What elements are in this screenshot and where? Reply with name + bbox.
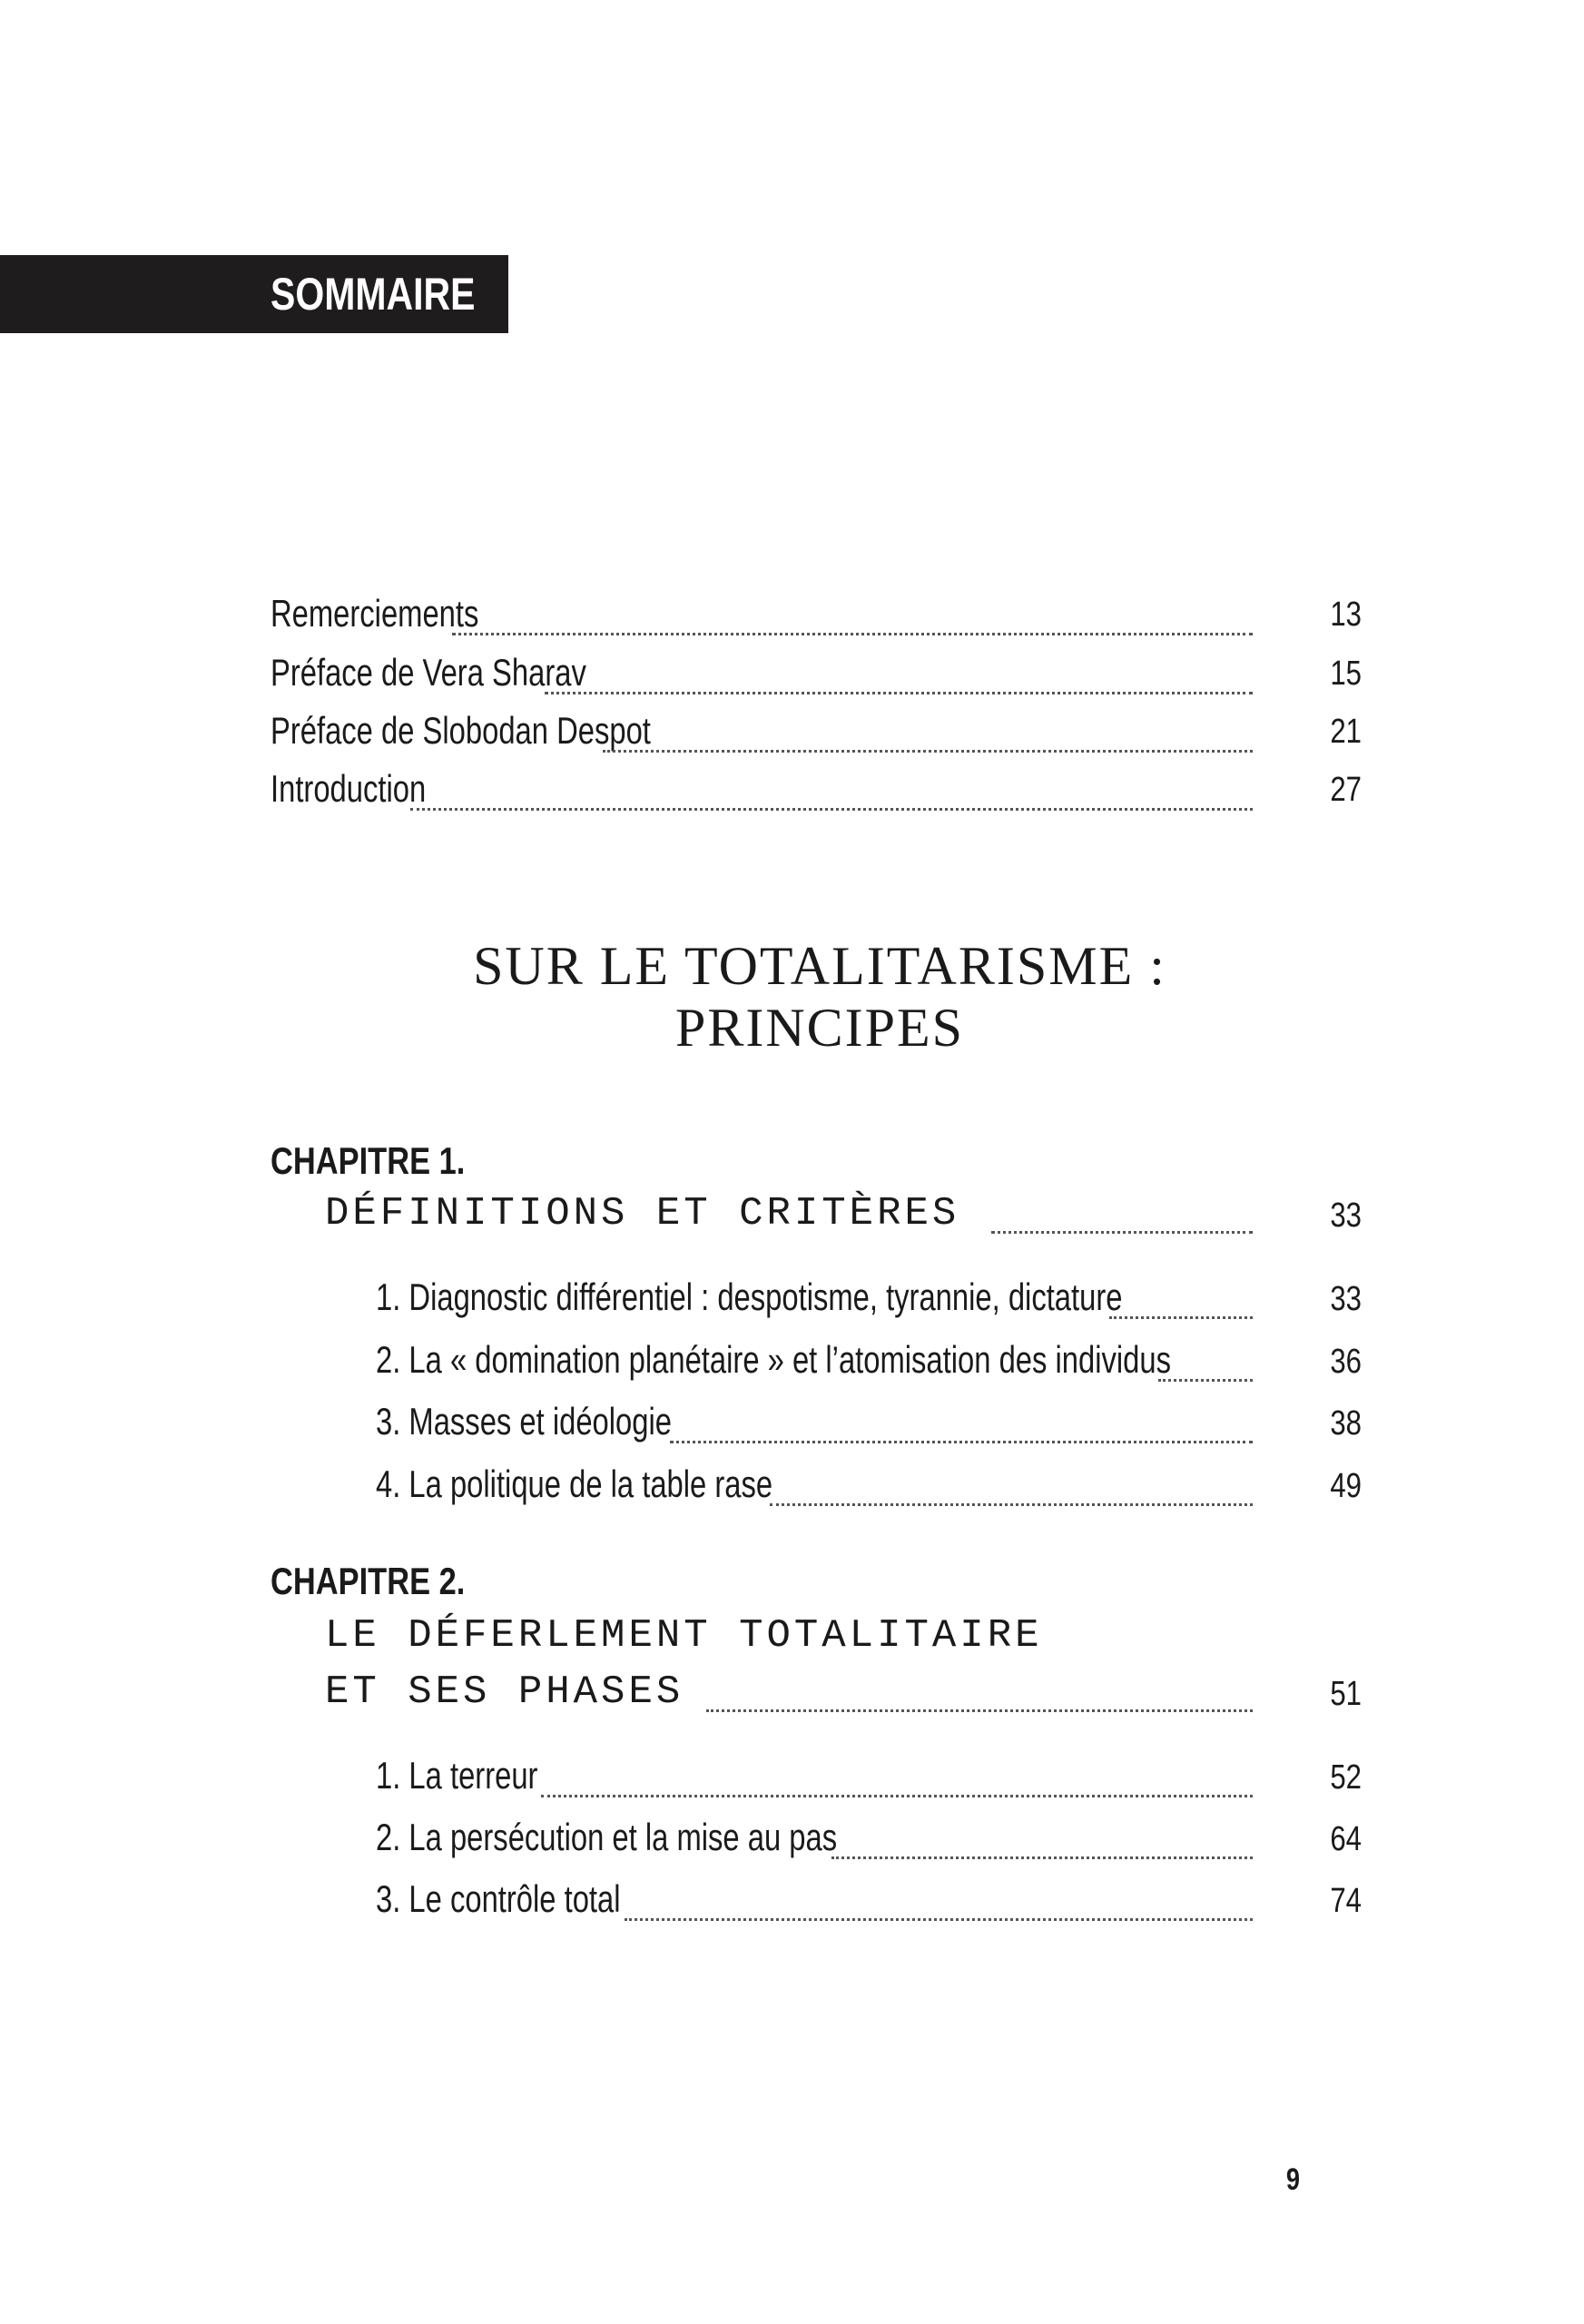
- chapter-page: 33: [1330, 1196, 1362, 1235]
- section-label: 2. La « domination planétaire » et l’atomisation des individus: [376, 1338, 1171, 1381]
- toc-entry-label: Préface de Slobodan Despot: [271, 709, 651, 752]
- chapter-label: CHAPITRE 1.: [271, 1139, 466, 1182]
- section-page: 38: [1330, 1404, 1362, 1443]
- toc-entry-page: 21: [1330, 713, 1362, 751]
- chapter-title-line1: LE DÉFERLEMENT TOTALITAIRE: [325, 1613, 1043, 1659]
- leader-dots: [541, 1795, 1253, 1797]
- leader-dots: [670, 1441, 1253, 1443]
- part-title-line2: PRINCIPES: [674, 998, 965, 1058]
- section-label: 1. La terreur: [376, 1754, 538, 1797]
- section-label: 4. La politique de la table rase: [376, 1462, 773, 1505]
- leader-dots: [770, 1503, 1253, 1506]
- section-label: 3. Masses et idéologie: [376, 1400, 672, 1443]
- leader-dots: [545, 692, 1253, 694]
- part-title-line1: SUR LE TOTALITARISME :: [473, 936, 1166, 996]
- leader-dots: [625, 1918, 1253, 1921]
- leader-dots: [452, 633, 1253, 635]
- section-page: 49: [1330, 1467, 1362, 1505]
- section-label: 1. Diagnostic différentiel : despotisme, tyrannie, dictature: [376, 1275, 1123, 1318]
- leader-dots: [1109, 1316, 1253, 1319]
- toc-entry-page: 27: [1330, 771, 1362, 809]
- chapter-label: CHAPITRE 2.: [271, 1560, 466, 1602]
- section-label: 3. Le contrôle total: [376, 1877, 621, 1920]
- toc-entry-page: 15: [1330, 655, 1362, 693]
- leader-dots: [1158, 1379, 1253, 1382]
- section-page: 36: [1330, 1343, 1362, 1381]
- leader-dots: [706, 1709, 1253, 1712]
- chapter-title-line2: ET SES PHASES: [325, 1669, 684, 1715]
- toc-entry-page: 13: [1330, 596, 1362, 634]
- section-label: 2. La persécution et la mise au pas: [376, 1816, 838, 1858]
- toc-entry-label: Préface de Vera Sharav: [271, 651, 586, 694]
- section-page: 52: [1330, 1758, 1362, 1797]
- toc-entry-label: Remerciements: [271, 592, 479, 635]
- section-page: 74: [1330, 1882, 1362, 1920]
- chapter-title: DÉFINITIONS ET CRITÈRES: [325, 1191, 960, 1236]
- leader-dots: [410, 808, 1253, 811]
- page-title: SOMMAIRE: [271, 269, 476, 320]
- leader-dots: [991, 1231, 1253, 1234]
- chapter-page: 51: [1330, 1675, 1362, 1713]
- section-page: 33: [1330, 1280, 1362, 1318]
- leader-dots: [603, 750, 1253, 753]
- page-number: 9: [1285, 2162, 1301, 2197]
- leader-dots: [831, 1856, 1253, 1859]
- toc-entry-label: Introduction: [271, 767, 427, 810]
- section-page: 64: [1330, 1820, 1362, 1858]
